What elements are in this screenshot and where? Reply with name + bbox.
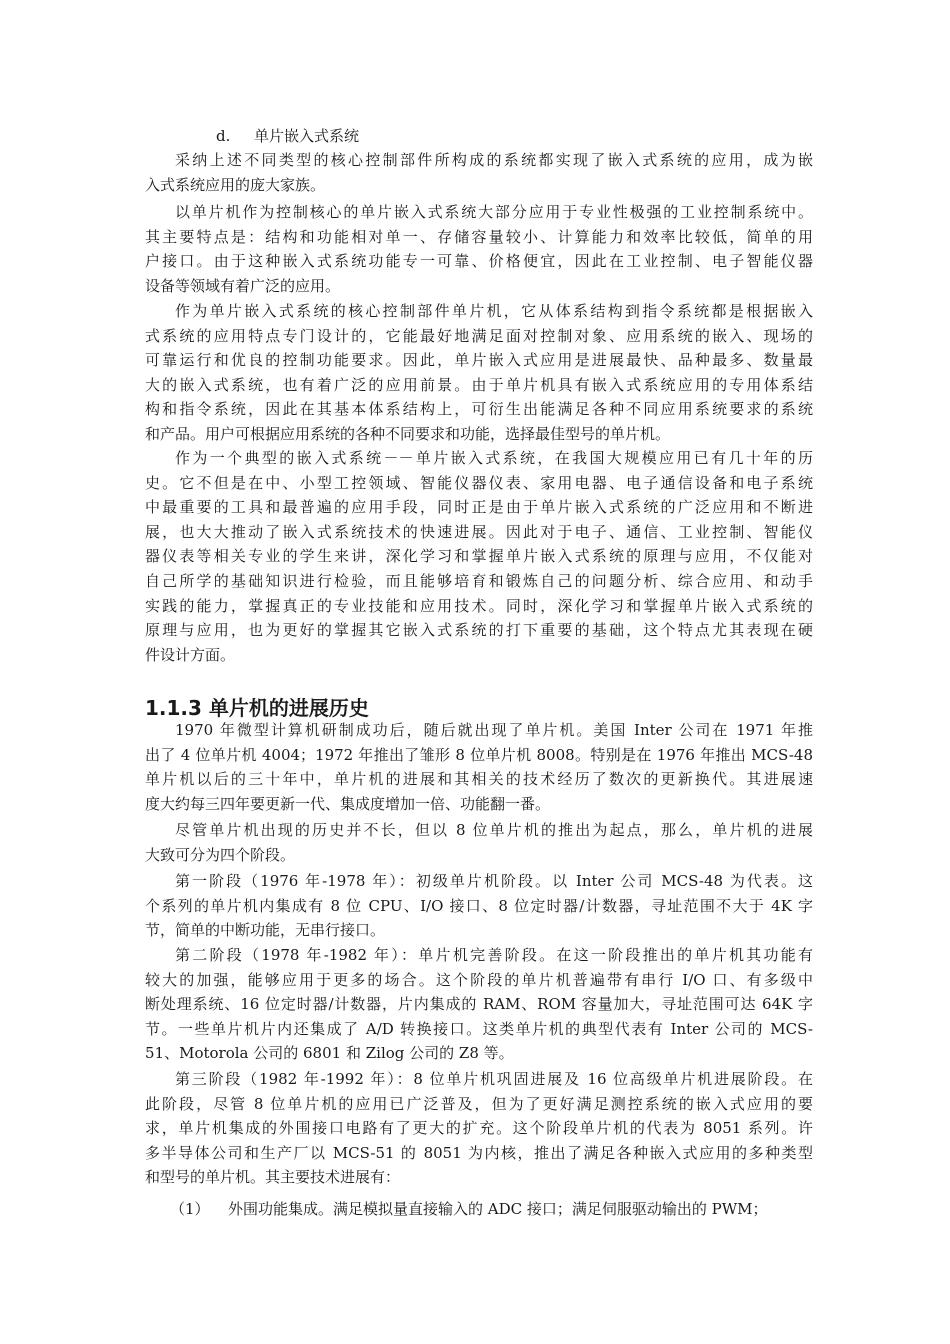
paragraph-line: 式系统的应用特点专门设计的，它能最好地满足面对控制对象、应用系统的嵌入、现场的 — [145, 326, 813, 345]
paragraph-line: 中最重要的工具和最普遍的应用手段，同时正是由于单片嵌入式系统的广泛应用和不断进 — [145, 498, 813, 517]
paragraph-line: 较大的加强，能够应用于更多的场合。这个阶段的单片机普遍带有串行 I/O 口、有多级中 — [145, 970, 813, 989]
paragraph-line: 节，简单的中断功能，无串行接口。 — [145, 921, 386, 940]
subsection-title: 单片嵌入式系统 — [254, 127, 360, 145]
paragraph-line: 1970 年微型计算机研制成功后，随后就出现了单片机。美国 Inter 公司在 1971 年推 — [175, 721, 813, 739]
paragraph-line: 求，单片机集成的外围接口电路有了更大的扩充。这个阶段单片机的代表为 8051 系列。许 — [145, 1119, 813, 1138]
paragraph-line: 51、Motorola 公司的 6801 和 Zilog 公司的 Z8 等。 — [145, 1044, 514, 1063]
subsection-heading — [216, 124, 359, 148]
paragraph-line: 作为一个典型的嵌入式系统－－单片嵌入式系统，在我国大规模应用已有几十年的历 — [175, 449, 813, 467]
paragraph-line: 可靠运行和优良的控制功能要求。因此，单片嵌入式应用是进展最快、品种最多、数量最 — [145, 351, 813, 370]
paragraph-line: 和产品。用户可根据应用系统的各种不同要求和功能，选择最佳型号的单片机。 — [145, 424, 671, 443]
paragraph-line: 采纳上述不同类型的核心控制部件所构成的系统都实现了嵌入式系统的应用，成为嵌 — [175, 151, 813, 169]
paragraph — [145, 148, 813, 197]
paragraph-line: 其主要特点是：结构和功能相对单一、存储容量较小、计算能力和效率比较低，简单的用 — [145, 227, 813, 246]
list-item — [170, 1197, 768, 1221]
paragraph-line: 个系列的单片机内集成有 8 位 CPU、I/O 接口、8 位定时器/计数器，寻址范围不大于 4K 字 — [145, 896, 813, 915]
paragraph-line: 以单片机作为控制核心的单片嵌入式系统大部分应用于专业性极强的工业控制系统中。 — [175, 203, 813, 221]
paragraph-line: 入式系统应用的庞大家族。 — [145, 175, 326, 194]
paragraph-line: 此阶段，尽管 8 位单片机的应用已广泛普及，但为了更好满足测控系统的嵌入式应用的要 — [145, 1094, 813, 1113]
paragraph-line: 户接口。由于这种嵌入式系统功能专一可靠、价格便宜，因此在工业控制、电子智能仪器 — [145, 252, 813, 271]
paragraph — [145, 1067, 813, 1190]
paragraph-line: 第二阶段（1978 年-1982 年）：单片机完善阶段。在这一阶段推出的单片机其功能有 — [175, 946, 813, 964]
paragraph — [145, 818, 813, 867]
paragraph — [145, 718, 813, 816]
paragraph-line: 第一阶段（1976 年-1978 年）：初级单片机阶段。以 Inter 公司 MCS-48 为代表。这 — [175, 872, 813, 890]
paragraph-line: 自己所学的基础知识进行检验，而且能够培育和锻炼自己的问题分析、综合应用、和动手 — [145, 571, 813, 590]
paragraph-line: 和型号的单片机。其主要技术进展有： — [145, 1168, 401, 1187]
paragraph-line: 尽管单片机出现的历史并不长，但以 8 位单片机的推出为起点，那么，单片机的进展 — [175, 821, 813, 839]
paragraph-line: 原理与应用，也为更好的掌握其它嵌入式系统的打下重要的基础，这个特点尤其表现在硬 — [145, 621, 813, 640]
paragraph-line: 第三阶段（1982 年-1992 年）：8 位单片机巩固进展及 16 位高级单片机进展阶段。在 — [175, 1070, 813, 1088]
paragraph-line: 度大约每三四年要更新一代、集成度增加一倍、功能翻一番。 — [145, 794, 551, 813]
paragraph-line: 节。一些单片机片内还集成了 A/D 转换接口。这类单片机的典型代表有 Inter 公司的 MCS- — [145, 1019, 813, 1038]
list-item-text: 外围功能集成。满足模拟量直接输入的 ADC 接口；满足伺服驱动输出的 PWM； — [228, 1200, 768, 1218]
paragraph — [145, 943, 813, 1066]
paragraph-line: 设备等领域有着广泛的应用。 — [145, 276, 341, 295]
paragraph-line: 断处理系统、16 位定时器/计数器，片内集成的 RAM、ROM 容量加大，寻址范围可达 64K 字 — [145, 995, 813, 1014]
paragraph-line: 构和指令系统，因此在其基本体系结构上，可衍生出能满足各种不同应用系统要求的系统 — [145, 400, 813, 419]
paragraph-line: 单片机以后的三十年中，单片机的进展和其相关的技术经历了数次的更新换代。其进展速 — [145, 770, 813, 789]
paragraph-line: 作为单片嵌入式系统的核心控制部件单片机，它从体系结构到指令系统都是根据嵌入 — [175, 302, 813, 320]
list-item-number: （1） — [170, 1200, 210, 1218]
paragraph-line: 多半导体公司和生产厂以 MCS-51 的 8051 为内核，推出了满足各种嵌入式应用的多种类型 — [145, 1143, 813, 1162]
paragraph-line: 展，也大大推动了嵌入式系统技术的快速进展。因此对于电子、通信、工业控制、智能仪 — [145, 522, 813, 541]
paragraph-line: 史。它不但是在中、小型工控领域、智能仪器仪表、家用电器、电子通信设备和电子系统 — [145, 473, 813, 492]
paragraph-line: 实践的能力，掌握真正的专业技能和应用技术。同时，深化学习和掌握单片嵌入式系统的 — [145, 596, 813, 615]
paragraph — [145, 869, 813, 943]
paragraph-line: 大的嵌入式系统，也有着广泛的应用前景。由于单片机具有嵌入式系统应用的专用体系结 — [145, 375, 813, 394]
paragraph-line: 件设计方面。 — [145, 645, 236, 664]
section-title: 1.1.3 单片机的进展历史 — [145, 696, 369, 720]
paragraph — [145, 200, 813, 298]
subsection-marker: d. — [216, 127, 231, 145]
paragraph-line: 大致可分为四个阶段。 — [145, 845, 296, 864]
paragraph-line: 出了 4 位单片机 4004；1972 年推出了雏形 8 位单片机 8008。特别是在 1976 年推出 MCS-48 — [145, 745, 813, 764]
paragraph-line: 器仪表等相关专业的学生来讲，深化学习和掌握单片嵌入式系统的原理与应用，不仅能对 — [145, 547, 813, 566]
paragraph — [145, 299, 813, 447]
paragraph — [145, 446, 813, 667]
